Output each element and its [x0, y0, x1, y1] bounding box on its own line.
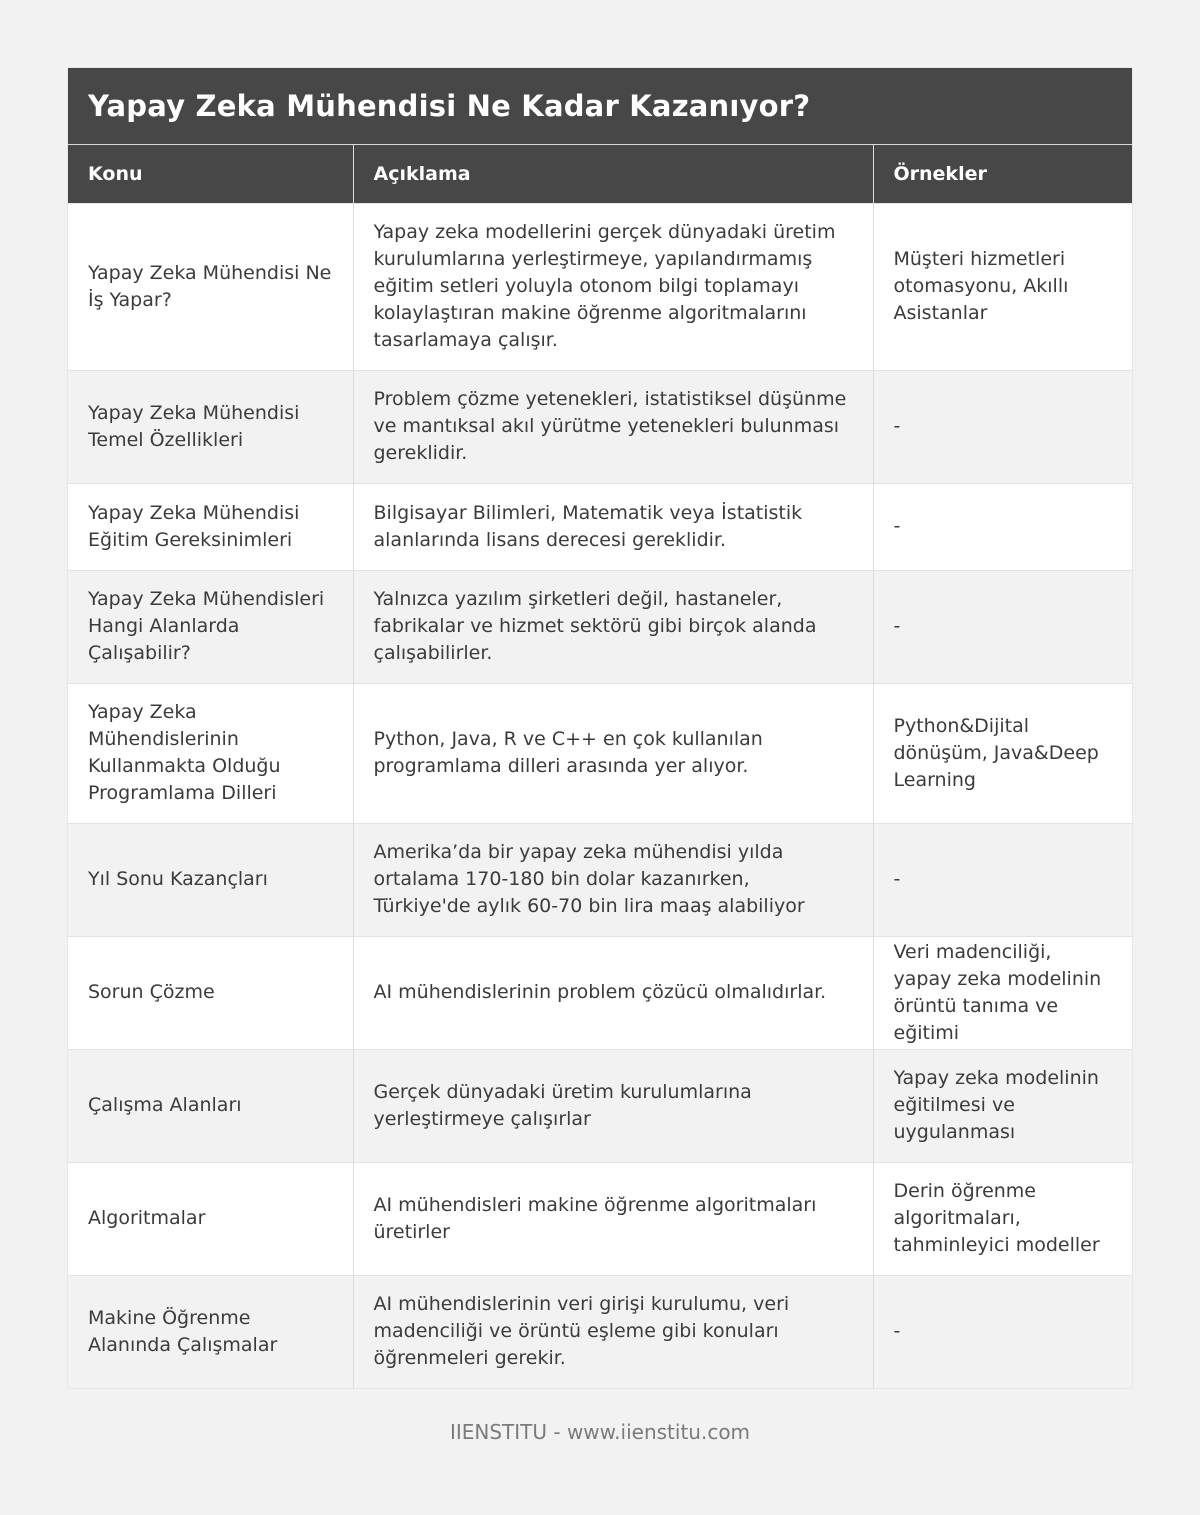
cell-examples: - [873, 823, 1132, 936]
cell-topic: Algoritmalar [68, 1162, 353, 1275]
table-row [68, 203, 1132, 370]
column-header-description: Açıklama [353, 145, 873, 203]
footer-credit: IIENSTITU - www.iienstitu.com [449, 1420, 751, 1444]
cell-description: Yapay zeka modellerini gerçek dünyadaki üretim kurulumlarına yerleştirmeye, yapılandırmamış eğitim setleri yoluyla otonom bilgi toplamayı kolaylaştıran makine öğrenme algoritmalarını tasarlamaya çalışır. [353, 203, 873, 370]
cell-topic: Çalışma Alanları [68, 1049, 353, 1162]
cell-description: Problem çözme yetenekleri, istatistiksel düşünme ve mantıksal akıl yürütme yetenekleri bulunması gereklidir. [353, 370, 873, 483]
cell-topic: Yıl Sonu Kazançları [68, 823, 353, 936]
table-row [68, 483, 1132, 570]
cell-examples: - [873, 570, 1132, 683]
table-row [68, 570, 1132, 683]
cell-examples: Yapay zeka modelinin eğitilmesi ve uygulanması [873, 1049, 1132, 1162]
column-header-topic: Konu [68, 145, 353, 203]
page-title: Yapay Zeka Mühendisi Ne Kadar Kazanıyor? [88, 89, 811, 123]
header-row [68, 145, 1132, 203]
cell-description: AI mühendisleri makine öğrenme algoritmaları üretirler [353, 1162, 873, 1275]
cell-topic: Yapay Zeka Mühendisleri Hangi Alanlarda Çalışabilir? [68, 570, 353, 683]
cell-topic: Yapay Zeka Mühendislerinin Kullanmakta Olduğu Programlama Dilleri [68, 683, 353, 823]
cell-topic: Yapay Zeka Mühendisi Eğitim Gereksinimleri [68, 483, 353, 570]
cell-examples: - [873, 1275, 1132, 1388]
cell-examples: Python&Dijital dönüşüm, Java&Deep Learning [873, 683, 1132, 823]
cell-examples: Derin öğrenme algoritmaları, tahminleyici modeller [873, 1162, 1132, 1275]
cell-topic: Makine Öğrenme Alanında Çalışmalar [68, 1275, 353, 1388]
title-bar [68, 68, 1132, 145]
cell-description: AI mühendislerinin veri girişi kurulumu, veri madenciliği ve örüntü eşleme gibi konuları öğrenmeleri gerekir. [353, 1275, 873, 1388]
cell-description: Amerika’da bir yapay zeka mühendisi yılda ortalama 170-180 bin dolar kazanırken, Türkiye'de aylık 60-70 bin lira maaş alabiliyor [353, 823, 873, 936]
cell-topic: Yapay Zeka Mühendisi Ne İş Yapar? [68, 203, 353, 370]
table-row [68, 936, 1132, 1049]
info-table [68, 145, 1132, 1388]
table-row [68, 370, 1132, 483]
cell-topic: Sorun Çözme [68, 936, 353, 1049]
cell-examples: Veri madenciliği, yapay zeka modelinin örüntü tanıma ve eğitimi [873, 936, 1132, 1049]
table-card [68, 68, 1132, 1388]
cell-description: AI mühendislerinin problem çözücü olmalıdırlar. [353, 936, 873, 1049]
table-row [68, 823, 1132, 936]
table-row [68, 683, 1132, 823]
cell-examples: - [873, 483, 1132, 570]
cell-topic: Yapay Zeka Mühendisi Temel Özellikleri [68, 370, 353, 483]
cell-description: Gerçek dünyadaki üretim kurulumlarına yerleştirmeye çalışırlar [353, 1049, 873, 1162]
table-row [68, 1049, 1132, 1162]
cell-description: Bilgisayar Bilimleri, Matematik veya İstatistik alanlarında lisans derecesi gereklidir. [353, 483, 873, 570]
cell-examples: Müşteri hizmetleri otomasyonu, Akıllı Asistanlar [873, 203, 1132, 370]
cell-description: Yalnızca yazılım şirketleri değil, hastaneler, fabrikalar ve hizmet sektörü gibi birçok alanda çalışabilirler. [353, 570, 873, 683]
table-row [68, 1275, 1132, 1388]
column-header-examples: Örnekler [873, 145, 1132, 203]
table-row [68, 1162, 1132, 1275]
cell-examples: - [873, 370, 1132, 483]
cell-description: Python, Java, R ve C++ en çok kullanılan programlama dilleri arasında yer alıyor. [353, 683, 873, 823]
